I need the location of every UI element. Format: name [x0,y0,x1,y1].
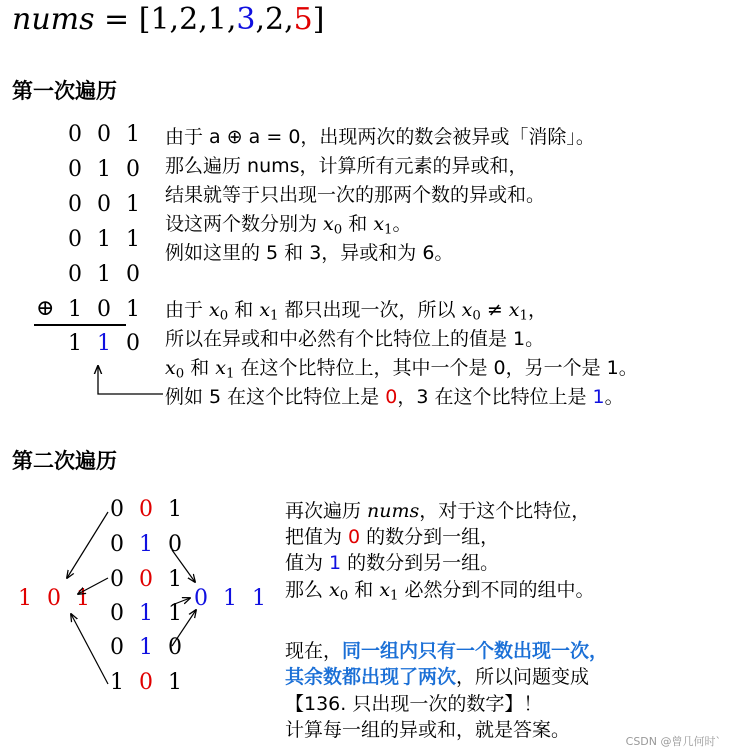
sub-1: 1 [384,222,393,238]
p2-bit-a: 0 [110,601,139,626]
nums-var: nums [367,500,420,522]
arrow-row1-right [172,550,195,582]
p2-l1-b: ，对于这个比特位， [419,500,591,522]
eq-sep: , [198,2,208,37]
arrow-row4-right [172,610,196,646]
sub-0: 0 [472,308,481,324]
var-x: x [259,299,271,321]
sub-1: 1 [519,308,528,324]
sub-0: 0 [339,588,349,604]
pass1-line-5: 例如这里的 5 和 3，异或和为 6。 [165,242,454,264]
eq-item-0: 1 [150,2,170,37]
l9-red: 0 [385,386,398,408]
l4-c: 。 [392,213,412,235]
eq-close: ] [312,2,325,37]
var-x: x [165,357,176,379]
l9-c: 。 [604,386,624,408]
sub-1: 1 [270,308,279,324]
p2-bit-a: 1 [110,670,139,695]
p2-bit-mid: 1 [139,601,157,626]
var-x: x [215,357,226,379]
p2-bit-b: 1 [157,567,186,592]
p2-bit-mid: 0 [139,670,157,695]
p2-l4-b: 和 [348,579,380,601]
p2-l2-a: 把值为 [285,526,349,548]
back-arrow [98,366,163,394]
pass1-row-4: 0 1 0 [68,262,144,287]
eq-sep: , [169,2,180,37]
p2-bit-a: 0 [110,497,139,522]
p2-bit-b: 1 [157,670,186,695]
p2-bit-mid: 0 [139,567,157,592]
right-group-011: 0 1 1 [194,586,270,611]
eq-item-3: 3 [236,2,256,37]
pass1-row-1: 0 1 0 [68,157,144,182]
result-bit-highlight: 1 [97,331,115,356]
pass1-line-3: 结果就等于只出现一次的那两个数的异或和。 [165,184,546,206]
left-group-101: 1 0 1 [18,586,94,611]
pass1-row-2: 0 0 1 [68,192,144,217]
pass1-line-1: 由于 a ⊕ a = 0，出现两次的数会被异或「消除」。 [165,126,595,148]
p2-l6-b: ，所以问题变成 [456,666,590,688]
p2-l1-a: 再次遍历 [285,500,368,522]
p2-bit-b: 1 [157,601,186,626]
l9-a: 例如 5 在这个比特位上是 [165,386,386,408]
p2-bit-a: 0 [110,567,139,592]
sub-0: 0 [219,308,229,324]
var-x: x [329,579,340,601]
p2-l5-bold: 同一组内只有一个数出现一次， [342,640,609,662]
sub-1: 1 [390,588,399,604]
pass2-line-7: 【136. 只出现一次的数字】！ [285,693,543,715]
var-x: x [373,213,385,235]
l6-a: 由于 [165,299,210,321]
var-x: x [209,299,220,321]
eq-item-2: 1 [207,2,227,37]
p2-l3-a: 值为 [285,552,330,574]
pass1-line-7: 所以在异或和中必然有个比特位上的值是 1。 [165,328,545,350]
l6-d: ≠ [480,299,509,321]
pass1-row-3: 0 1 1 [68,227,144,252]
p2-l2-b: 的数分到一组， [360,526,500,548]
p2-l3-blue: 1 [329,552,342,574]
eq-item-5: 5 [293,2,313,37]
result-bit-a: 1 [68,331,97,356]
pass1-row-0: 0 0 1 [68,122,144,147]
var-x: x [323,213,334,235]
p2-bit-mid: 0 [139,497,157,522]
arrow-row0-left [67,512,108,578]
arrow-row5-left [71,614,108,684]
p2-l4-c: 必然分到不同的组中。 [398,579,595,601]
eq-lhs: nums [12,2,95,37]
eq-sep: , [255,2,266,37]
pass1-title: 第一次遍历 [12,79,117,103]
l4-b: 和 [342,213,374,235]
pass2-title: 第二次遍历 [12,449,117,473]
p2-bit-a: 0 [110,532,139,557]
pass1-xor-symbol: ⊕ [36,296,59,321]
l9-blue: 1 [592,386,605,408]
arrow-row3-right [172,598,190,605]
eq-item-1: 2 [179,2,199,37]
sub-0: 0 [333,222,343,238]
eq-sep: , [226,2,237,37]
l8-a: 和 [184,357,216,379]
arrow-row2-left [78,578,108,594]
p2-l5-a: 现在， [285,640,343,662]
pass1-row-5: 1 0 1 [68,297,144,322]
p2-bit-mid: 1 [139,532,157,557]
p2-bit-b: 0 [157,635,186,660]
p2-l4-a: 那么 [285,579,330,601]
l6-c: 都只出现一次，所以 [278,299,462,321]
l6-e: ， [527,299,547,321]
l9-b: ，3 在这个比特位上是 [397,386,593,408]
watermark: CSDN @曾几何时` [625,735,721,748]
sub-0: 0 [175,366,185,382]
eq-equals: = [104,2,130,37]
var-x: x [379,579,391,601]
p2-l2-red: 0 [348,526,361,548]
eq-item-4: 2 [265,2,285,37]
var-x: x [461,299,473,321]
result-bit-c: 0 [115,331,144,356]
p2-bit-a: 0 [110,635,139,660]
p2-l3-b: 的数分到另一组。 [341,552,500,574]
l8-b: 在这个比特位上，其中一个是 0，另一个是 1。 [234,357,638,379]
eq-sep: , [284,2,294,37]
p2-bit-b: 0 [157,532,186,557]
l4-a: 设这两个数分别为 [165,213,324,235]
pass2-line-8: 计算每一组的异或和，就是答案。 [285,719,571,741]
pass1-line-2: 那么遍历 nums，计算所有元素的异或和， [165,155,528,177]
l6-b: 和 [228,299,260,321]
p2-bit-b: 1 [157,497,186,522]
var-x: x [508,299,520,321]
sub-1: 1 [226,366,235,382]
p2-bit-mid: 1 [139,635,157,660]
p2-l6-bold: 其余数都出现了两次 [285,666,457,688]
eq-open: [ [138,2,151,37]
